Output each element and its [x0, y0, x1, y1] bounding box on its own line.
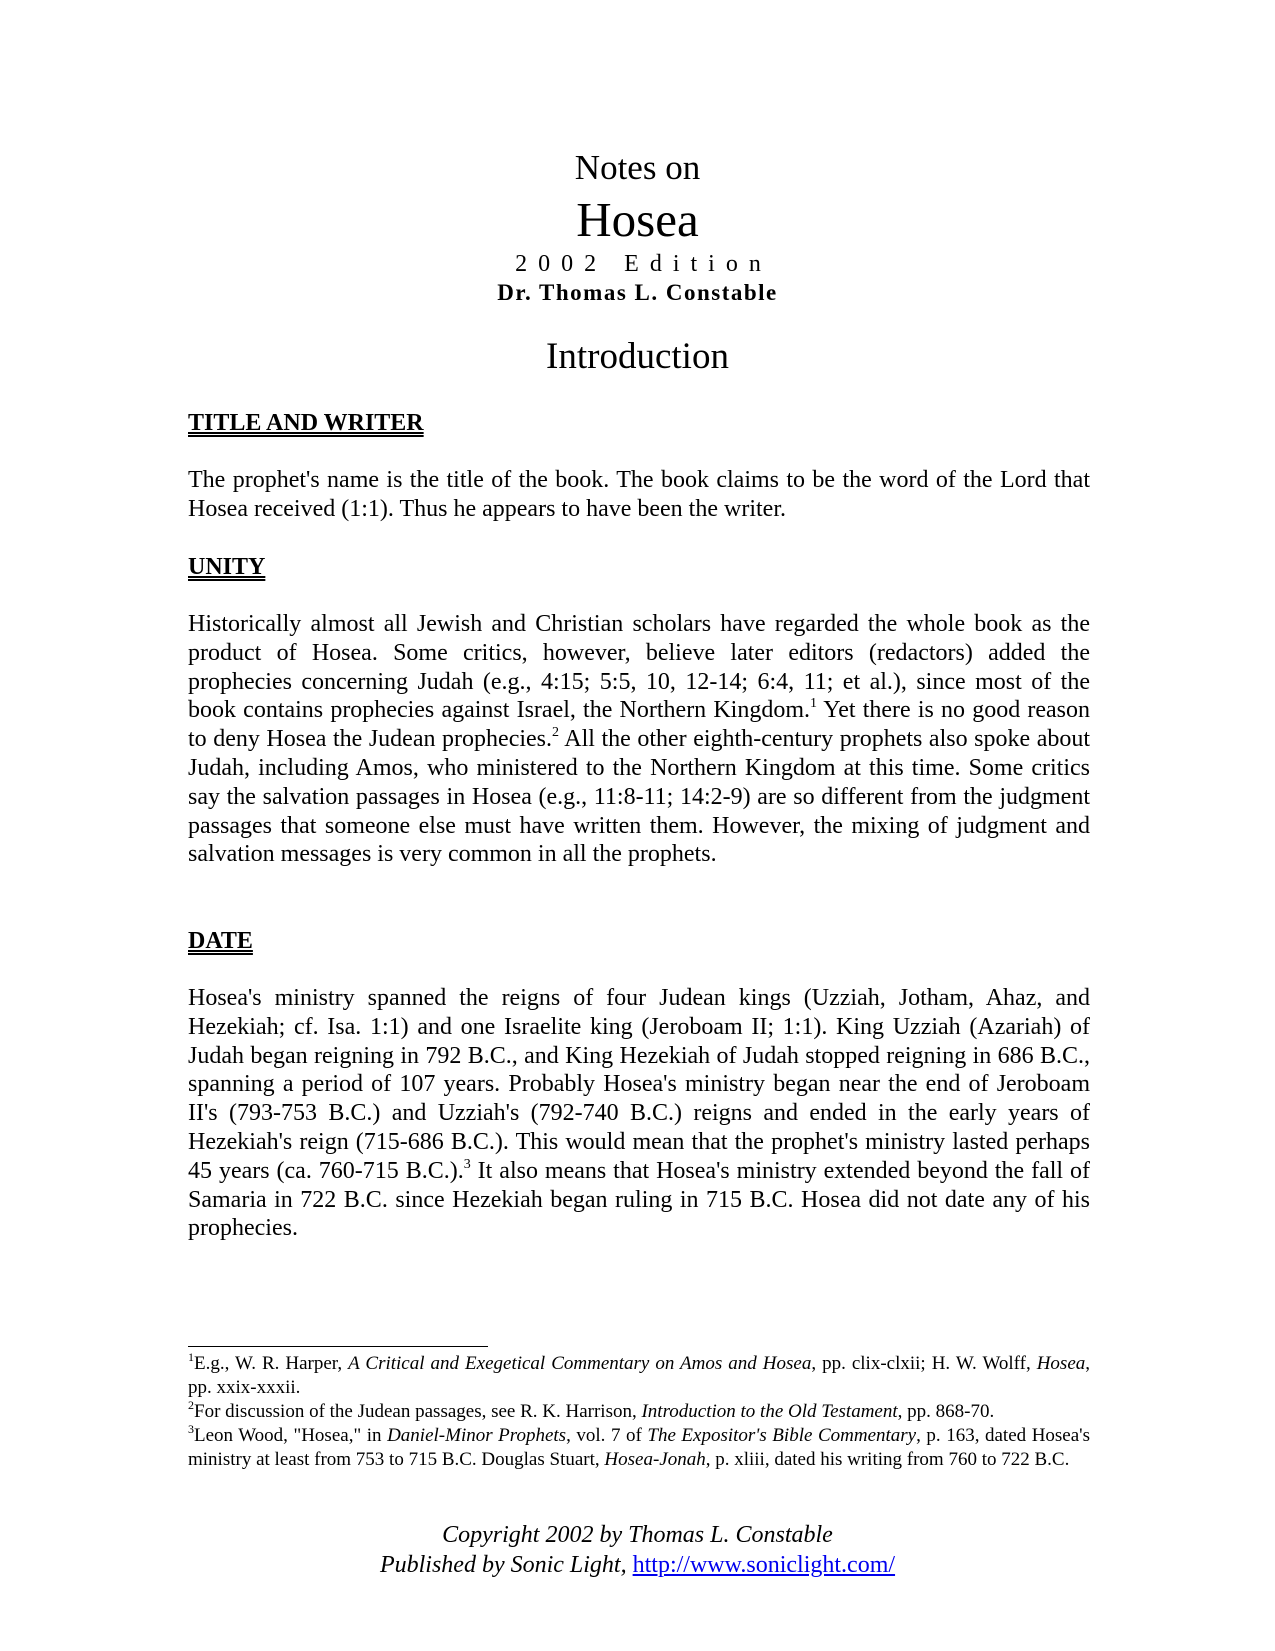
heading-title-and-writer: TITLE AND WRITER [188, 410, 424, 436]
footnote-1-text: , pp. xxix-xxxii. [188, 1353, 1091, 1398]
footnote-1-number: 1 [188, 1349, 194, 1364]
footnote-3-text: , p. 163, dated Hosea's ministry at least from 753 to 715 B.C. Douglas Stuart, [188, 1425, 1090, 1470]
footnote-3-number: 3 [188, 1421, 194, 1436]
footnote-2 [188, 1397, 1090, 1424]
paragraph-date [188, 984, 1090, 1243]
unity-text-1: Historically almost all Jewish and Christian scholars have regarded the whole book as the product of Hosea. Some critics, however, believe later editors (redactors) added the prophecies concerning Judah (e.g., 4:15; 5:5, 10, 12-14; 6:4, 11; et al.), since most of the book contains prophecies against Israel, the Northern Kingdom. [188, 611, 1090, 724]
date-text-2: It also means that Hosea's ministry extended beyond the fall of Samaria in 722 B.C. since Hezekiah began ruling in 715 B.C. Hosea did not date any of his prophecies. [188, 1157, 1090, 1242]
paragraph-unity [188, 610, 1090, 869]
publisher-link[interactable]: http://www.soniclight.com/ [632, 1552, 896, 1578]
footnote-ref-1[interactable]: 1 [810, 696, 818, 712]
footnote-3-text: , vol. 7 of [566, 1425, 648, 1446]
footnote-3 [188, 1421, 1090, 1472]
publisher-label: Published by Sonic Light, [379, 1552, 633, 1578]
footnote-1-book-title: Hosea [1036, 1353, 1086, 1374]
footnote-1 [188, 1349, 1091, 1400]
edition-label: 2002 Edition [515, 251, 772, 277]
footnote-2-text: For discussion of the Judean passages, see R. K. Harrison, [194, 1401, 642, 1422]
footnote-3-text: Leon Wood, "Hosea," in [194, 1425, 388, 1446]
footnote-1-book-title: A Critical and Exegetical Commentary on Amos and Hosea [348, 1353, 812, 1374]
author-name: Dr. Thomas L. Constable [497, 280, 778, 305]
footnote-3-book-title: Hosea-Jonah [604, 1449, 706, 1470]
footnote-3-book-title: Daniel-Minor Prophets [387, 1425, 567, 1446]
footnotes [188, 1349, 1091, 1472]
date-text-1: Hosea's ministry spanned the reigns of four Judean kings (Uzziah, Jotham, Ahaz, and Hezekiah; cf. Isa. 1:1) and one Israelite king (Jeroboam II; 1:1). King Uzziah (Azariah) of Judah began reigning in 792 B.C., and King Hezekiah of Judah stopped reigning in 686 B.C., spanning a period of 107 years. Probably Hosea's ministry began near the end of Jeroboam II's (793-753 B.C.) and Uzziah's (792-740 B.C.) reigns and ended in the early years of Hezekiah's reign (715-686 B.C.). This would mean that the prophet's ministry lasted perhaps 45 years (ca. 760-715 B.C.). [188, 985, 1090, 1184]
heading-unity: UNITY [188, 554, 266, 580]
heading-date: DATE [188, 928, 253, 954]
footnote-1-text: , pp. clix-clxii; H. W. Wolff, [811, 1353, 1037, 1374]
paragraph-title-and-writer: The prophet's name is the title of the book. The book claims to be the word of the Lord that Hosea received (1:1). Thus he appears to have been the writer. [188, 467, 1090, 522]
footnote-2-text: , pp. 868-70. [897, 1401, 995, 1422]
footnote-divider [188, 1346, 488, 1347]
unity-text-2: Yet there is no good reason to deny Hosea the Judean prophecies. [188, 697, 1091, 753]
copyright-notice: Copyright 2002 by Thomas L. Constable [442, 1522, 833, 1548]
publisher-line [0, 1550, 1275, 1580]
notes-on-label: Notes on [574, 148, 701, 187]
footnote-ref-2[interactable]: 2 [552, 725, 560, 741]
footnote-3-book-title: The Expositor's Bible Commentary [647, 1425, 917, 1446]
footnote-2-book-title: Introduction to the Old Testament [641, 1401, 898, 1422]
footnote-3-text: , p. xliii, dated his writing from 760 to 722 B.C. [705, 1449, 1070, 1470]
footnote-2-number: 2 [188, 1397, 194, 1412]
unity-text-3: All the other eighth-century prophets also spoke about Judah, including Amos, who ministered to the Northern Kingdom at this time. Some critics say the salvation passages in Hosea (e.g., 11:8-11; 14:2-9) are so different from the judgment passages that someone else must have written them. However, the mixing of judgment and salvation messages is very common in all the prophets. [188, 726, 1091, 868]
footnote-1-text: E.g., W. R. Harper, [194, 1353, 349, 1374]
section-title: Introduction [546, 336, 729, 377]
footnote-ref-3[interactable]: 3 [463, 1156, 471, 1172]
book-title: Hosea [576, 192, 699, 247]
